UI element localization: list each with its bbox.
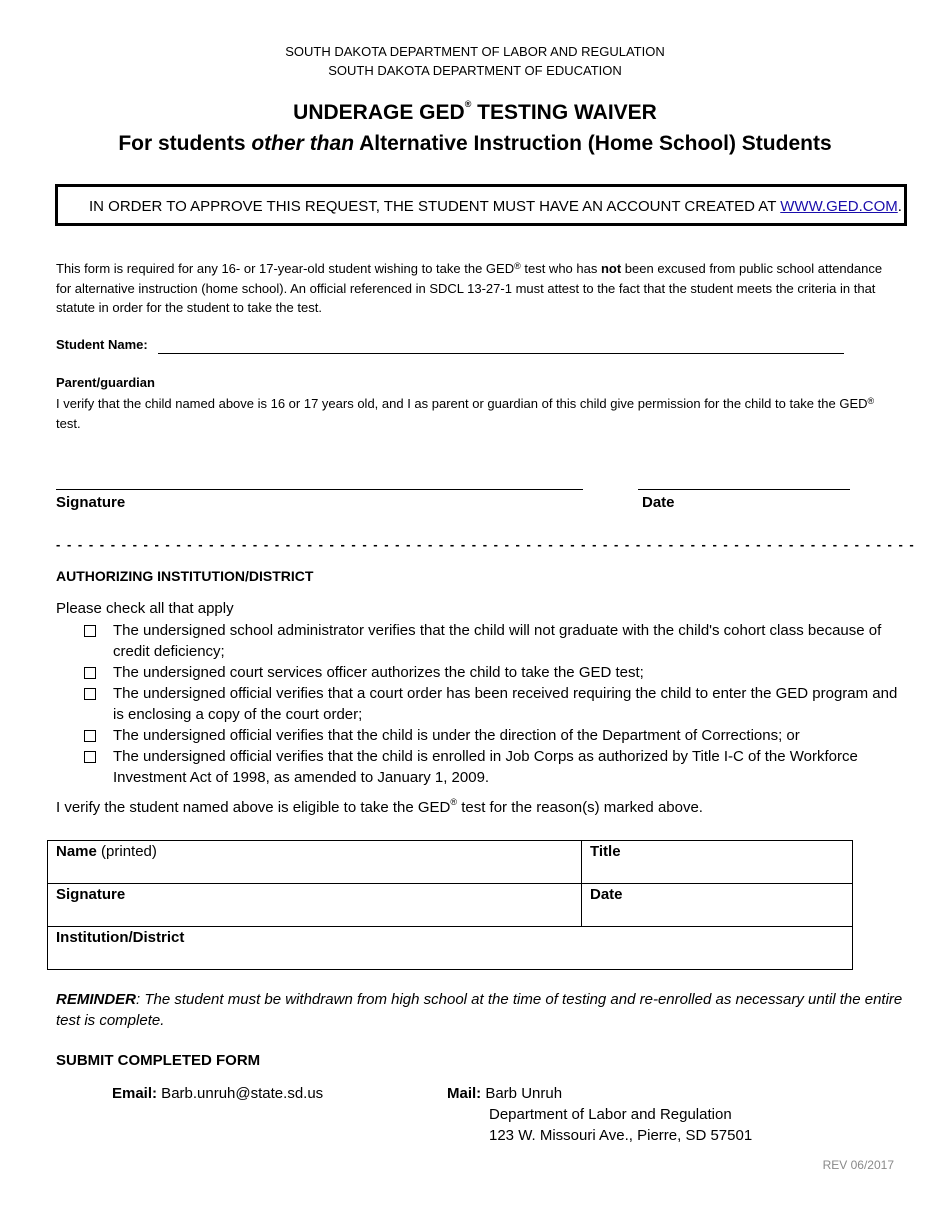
- submit-heading: SUBMIT COMPLETED FORM: [56, 1052, 261, 1069]
- agency-line-2: SOUTH DAKOTA DEPARTMENT OF EDUCATION: [328, 63, 622, 78]
- reminder-label: REMINDER: [56, 991, 137, 1008]
- parent-statement: [56, 394, 896, 433]
- criteria-checklist: [84, 620, 904, 788]
- criteria-text: The undersigned official verifies that the child is under the direction of the Department of Corrections; or: [113, 727, 800, 744]
- official-signature-cell[interactable]: [48, 884, 582, 927]
- cut-divider: - - - - - - - - - - - - - - - - - - - - - - - - - - - - - - - - - - - - - - - - - - - - - - - - - - - - - - - - - - - - - - - - - - - - - - - - - - - - - - -: [56, 537, 916, 552]
- form-title: [0, 101, 950, 125]
- criteria-text: The undersigned official verifies that the child is enrolled in Job Corps as authorized by Title I-C of the Workforce Investment Act of 1998, as amended to January 1, 2009.: [113, 748, 858, 786]
- official-name-qualifier: (printed): [96, 843, 157, 860]
- official-title-cell[interactable]: [582, 841, 853, 884]
- mail-address-line-3: 123 W. Missouri Ave., Pierre, SD 57501: [489, 1127, 753, 1144]
- title-main: UNDERAGE GED: [293, 101, 465, 124]
- checkbox-job-corps[interactable]: [84, 751, 96, 763]
- official-name-label: Name: [56, 843, 97, 860]
- authorizing-heading: AUTHORIZING INSTITUTION/DISTRICT: [56, 568, 314, 584]
- intro-registered-mark: ®: [514, 261, 521, 271]
- parent-heading: Parent/guardian: [56, 375, 155, 390]
- checkbox-court-order[interactable]: [84, 688, 96, 700]
- parent-registered-mark: ®: [867, 396, 875, 406]
- intro-part-1: This form is required for any 16- or 17-year-old student wishing to take the GED: [56, 261, 515, 276]
- intro-part-2: test who has: [520, 261, 601, 276]
- criteria-item: [84, 683, 904, 725]
- official-date-label: Date: [590, 886, 623, 903]
- title-end: TESTING WAIVER: [471, 101, 657, 124]
- parent-signature-line[interactable]: [56, 489, 583, 490]
- official-title-label: Title: [590, 843, 621, 860]
- checkbox-corrections[interactable]: [84, 730, 96, 742]
- criteria-item: [84, 620, 904, 662]
- subtitle-post: Alternative Instruction (Home School) Students: [354, 132, 832, 155]
- verify-text-end: test for the reason(s) marked above.: [457, 799, 703, 816]
- submit-email: [112, 1085, 323, 1102]
- criteria-text: The undersigned court services officer authorizes the child to take the GED test;: [113, 664, 644, 681]
- revision-label: REV 06/2017: [822, 1158, 894, 1172]
- account-notice-box: [55, 184, 907, 226]
- form-subtitle: [0, 132, 950, 156]
- official-signature-table: [47, 840, 853, 970]
- checkbox-court-services[interactable]: [84, 667, 96, 679]
- criteria-text: The undersigned school administrator verifies that the child will not graduate with the child's cohort class because of credit deficiency;: [113, 622, 882, 660]
- criteria-item: [84, 662, 904, 683]
- reminder-text: : The student must be withdrawn from high school at the time of testing and re-enrolled as necessary until the entire test is complete.: [56, 991, 903, 1029]
- criteria-item: [84, 746, 904, 788]
- parent-date-label: Date: [642, 494, 675, 511]
- notice-end: .: [897, 198, 902, 215]
- verify-text: I verify the student named above is eligible to take the GED: [56, 799, 451, 816]
- mail-address-line-2: Department of Labor and Regulation: [489, 1106, 732, 1123]
- ged-website-link[interactable]: WWW.GED.COM: [780, 198, 898, 215]
- parent-statement-text: I verify that the child named above is 16 or 17 years old, and I as parent or guardian of this child give permission for the child to take the GED: [56, 396, 868, 411]
- criteria-item: [84, 725, 904, 746]
- verify-registered-mark: ®: [450, 797, 458, 807]
- intro-bold-not: not: [600, 261, 622, 276]
- parent-statement-end: test.: [56, 415, 81, 431]
- institution-label: Institution/District: [56, 929, 185, 946]
- institution-cell[interactable]: [48, 927, 853, 970]
- submit-mail: [447, 1085, 562, 1102]
- parent-date-line[interactable]: [638, 489, 850, 490]
- subtitle-emphasis: other than: [251, 132, 355, 155]
- official-date-cell[interactable]: [582, 884, 853, 927]
- official-name-cell[interactable]: [48, 841, 582, 884]
- mail-label: Mail:: [447, 1085, 482, 1102]
- mail-recipient: Barb Unruh: [481, 1085, 563, 1102]
- intro-part-3: been excused from public school attendance for alternative instruction (home school). An official referenced in SDCL 13-27-1 must attest to the fact that the student meets the criteria in that statute in order for the student to take the test.: [56, 261, 883, 315]
- official-signature-label: Signature: [56, 886, 126, 903]
- intro-paragraph: [56, 259, 896, 318]
- title-registered-mark: ®: [464, 99, 472, 109]
- criteria-text: The undersigned official verifies that a court order has been received requiring the child to enter the GED program and is enclosing a copy of the court order;: [113, 685, 898, 723]
- subtitle-pre: For students: [118, 132, 252, 155]
- email-label: Email:: [112, 1085, 158, 1102]
- checkbox-credit-deficiency[interactable]: [84, 625, 96, 637]
- eligibility-verification: [56, 799, 703, 816]
- student-name-label: Student Name:: [56, 337, 148, 352]
- parent-signature-label: Signature: [56, 494, 126, 511]
- agency-line-1: SOUTH DAKOTA DEPARTMENT OF LABOR AND REGULATION: [285, 44, 665, 59]
- check-instruction: Please check all that apply: [56, 600, 234, 617]
- email-address: Barb.unruh@state.sd.us: [157, 1085, 324, 1102]
- student-name-field[interactable]: [158, 353, 844, 354]
- reminder-note: [56, 989, 906, 1031]
- notice-text: IN ORDER TO APPROVE THIS REQUEST, THE STUDENT MUST HAVE AN ACCOUNT CREATED AT: [89, 198, 781, 215]
